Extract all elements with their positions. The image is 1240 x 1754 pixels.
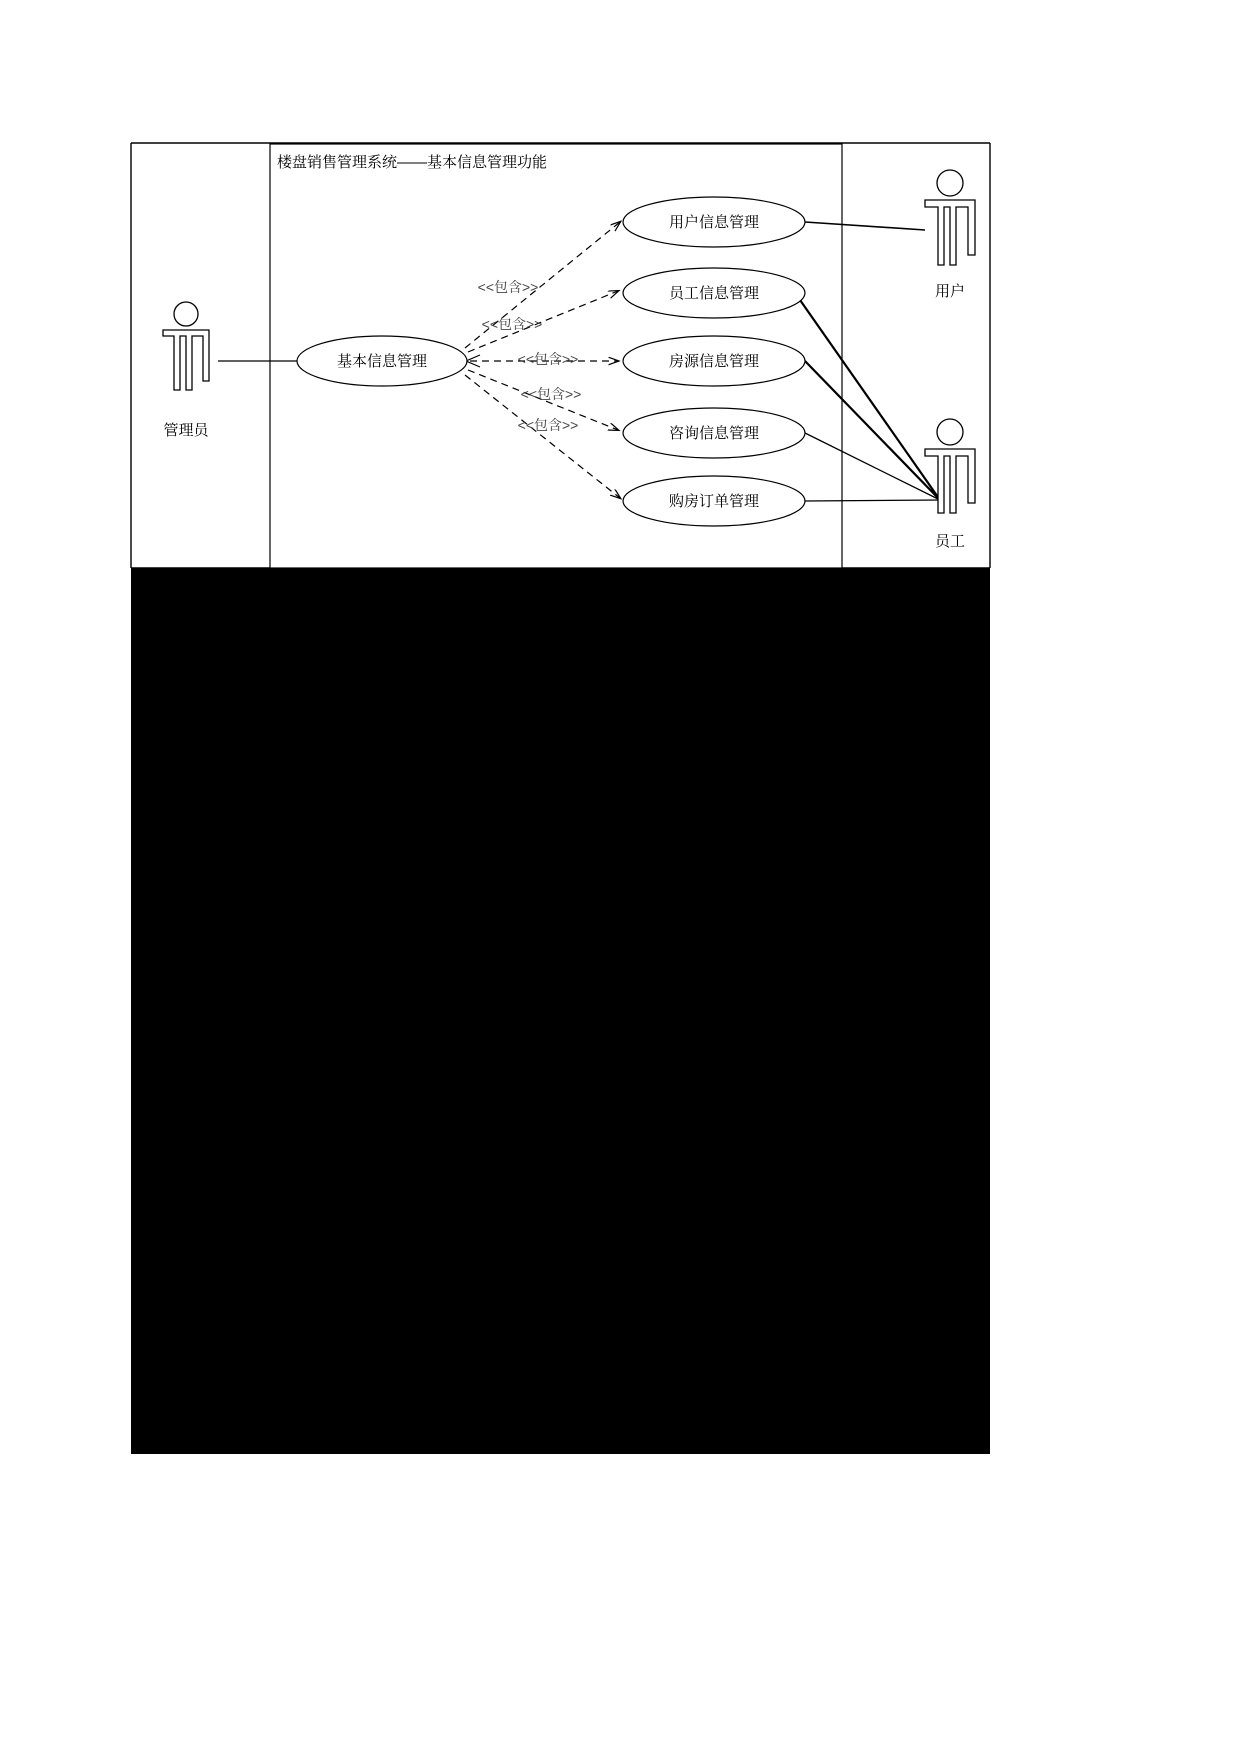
actor-icon (925, 419, 975, 513)
actor-label: 用户 (934, 283, 966, 300)
include-label-4: <<包含>> (520, 386, 582, 402)
actor-admin[interactable] (163, 302, 209, 439)
use-case-user-info[interactable] (623, 197, 805, 247)
use-case-label: 房源信息管理 (668, 353, 760, 370)
actor-label: 员工 (934, 533, 966, 550)
actor-icon (163, 302, 209, 390)
actor-label: 管理员 (163, 422, 209, 439)
actor-icon (925, 170, 975, 265)
use-case-basic[interactable] (297, 336, 467, 386)
actor-user[interactable] (925, 170, 975, 300)
use-case-label: 基本信息管理 (336, 353, 428, 370)
include-label-2: <<包含>> (481, 316, 543, 332)
actor-staff[interactable] (925, 419, 975, 550)
include-label-1: <<包含>> (477, 279, 539, 295)
use-case-house-info[interactable] (623, 336, 805, 386)
use-case-label: 购房订单管理 (668, 493, 760, 510)
use-case-staff-info[interactable] (623, 268, 805, 318)
include-label-3: <<包含>> (517, 351, 579, 367)
black-region-block (131, 568, 990, 1454)
use-case-label: 用户信息管理 (668, 214, 760, 231)
use-case-label: 咨询信息管理 (668, 425, 760, 442)
use-case-label: 员工信息管理 (668, 285, 760, 302)
include-label-5: <<包含>> (517, 417, 579, 433)
use-case-consult-info[interactable] (623, 408, 805, 458)
system-boundary-title: 楼盘销售管理系统——基本信息管理功能 (277, 154, 548, 171)
use-case-purchase-order[interactable] (623, 476, 805, 526)
